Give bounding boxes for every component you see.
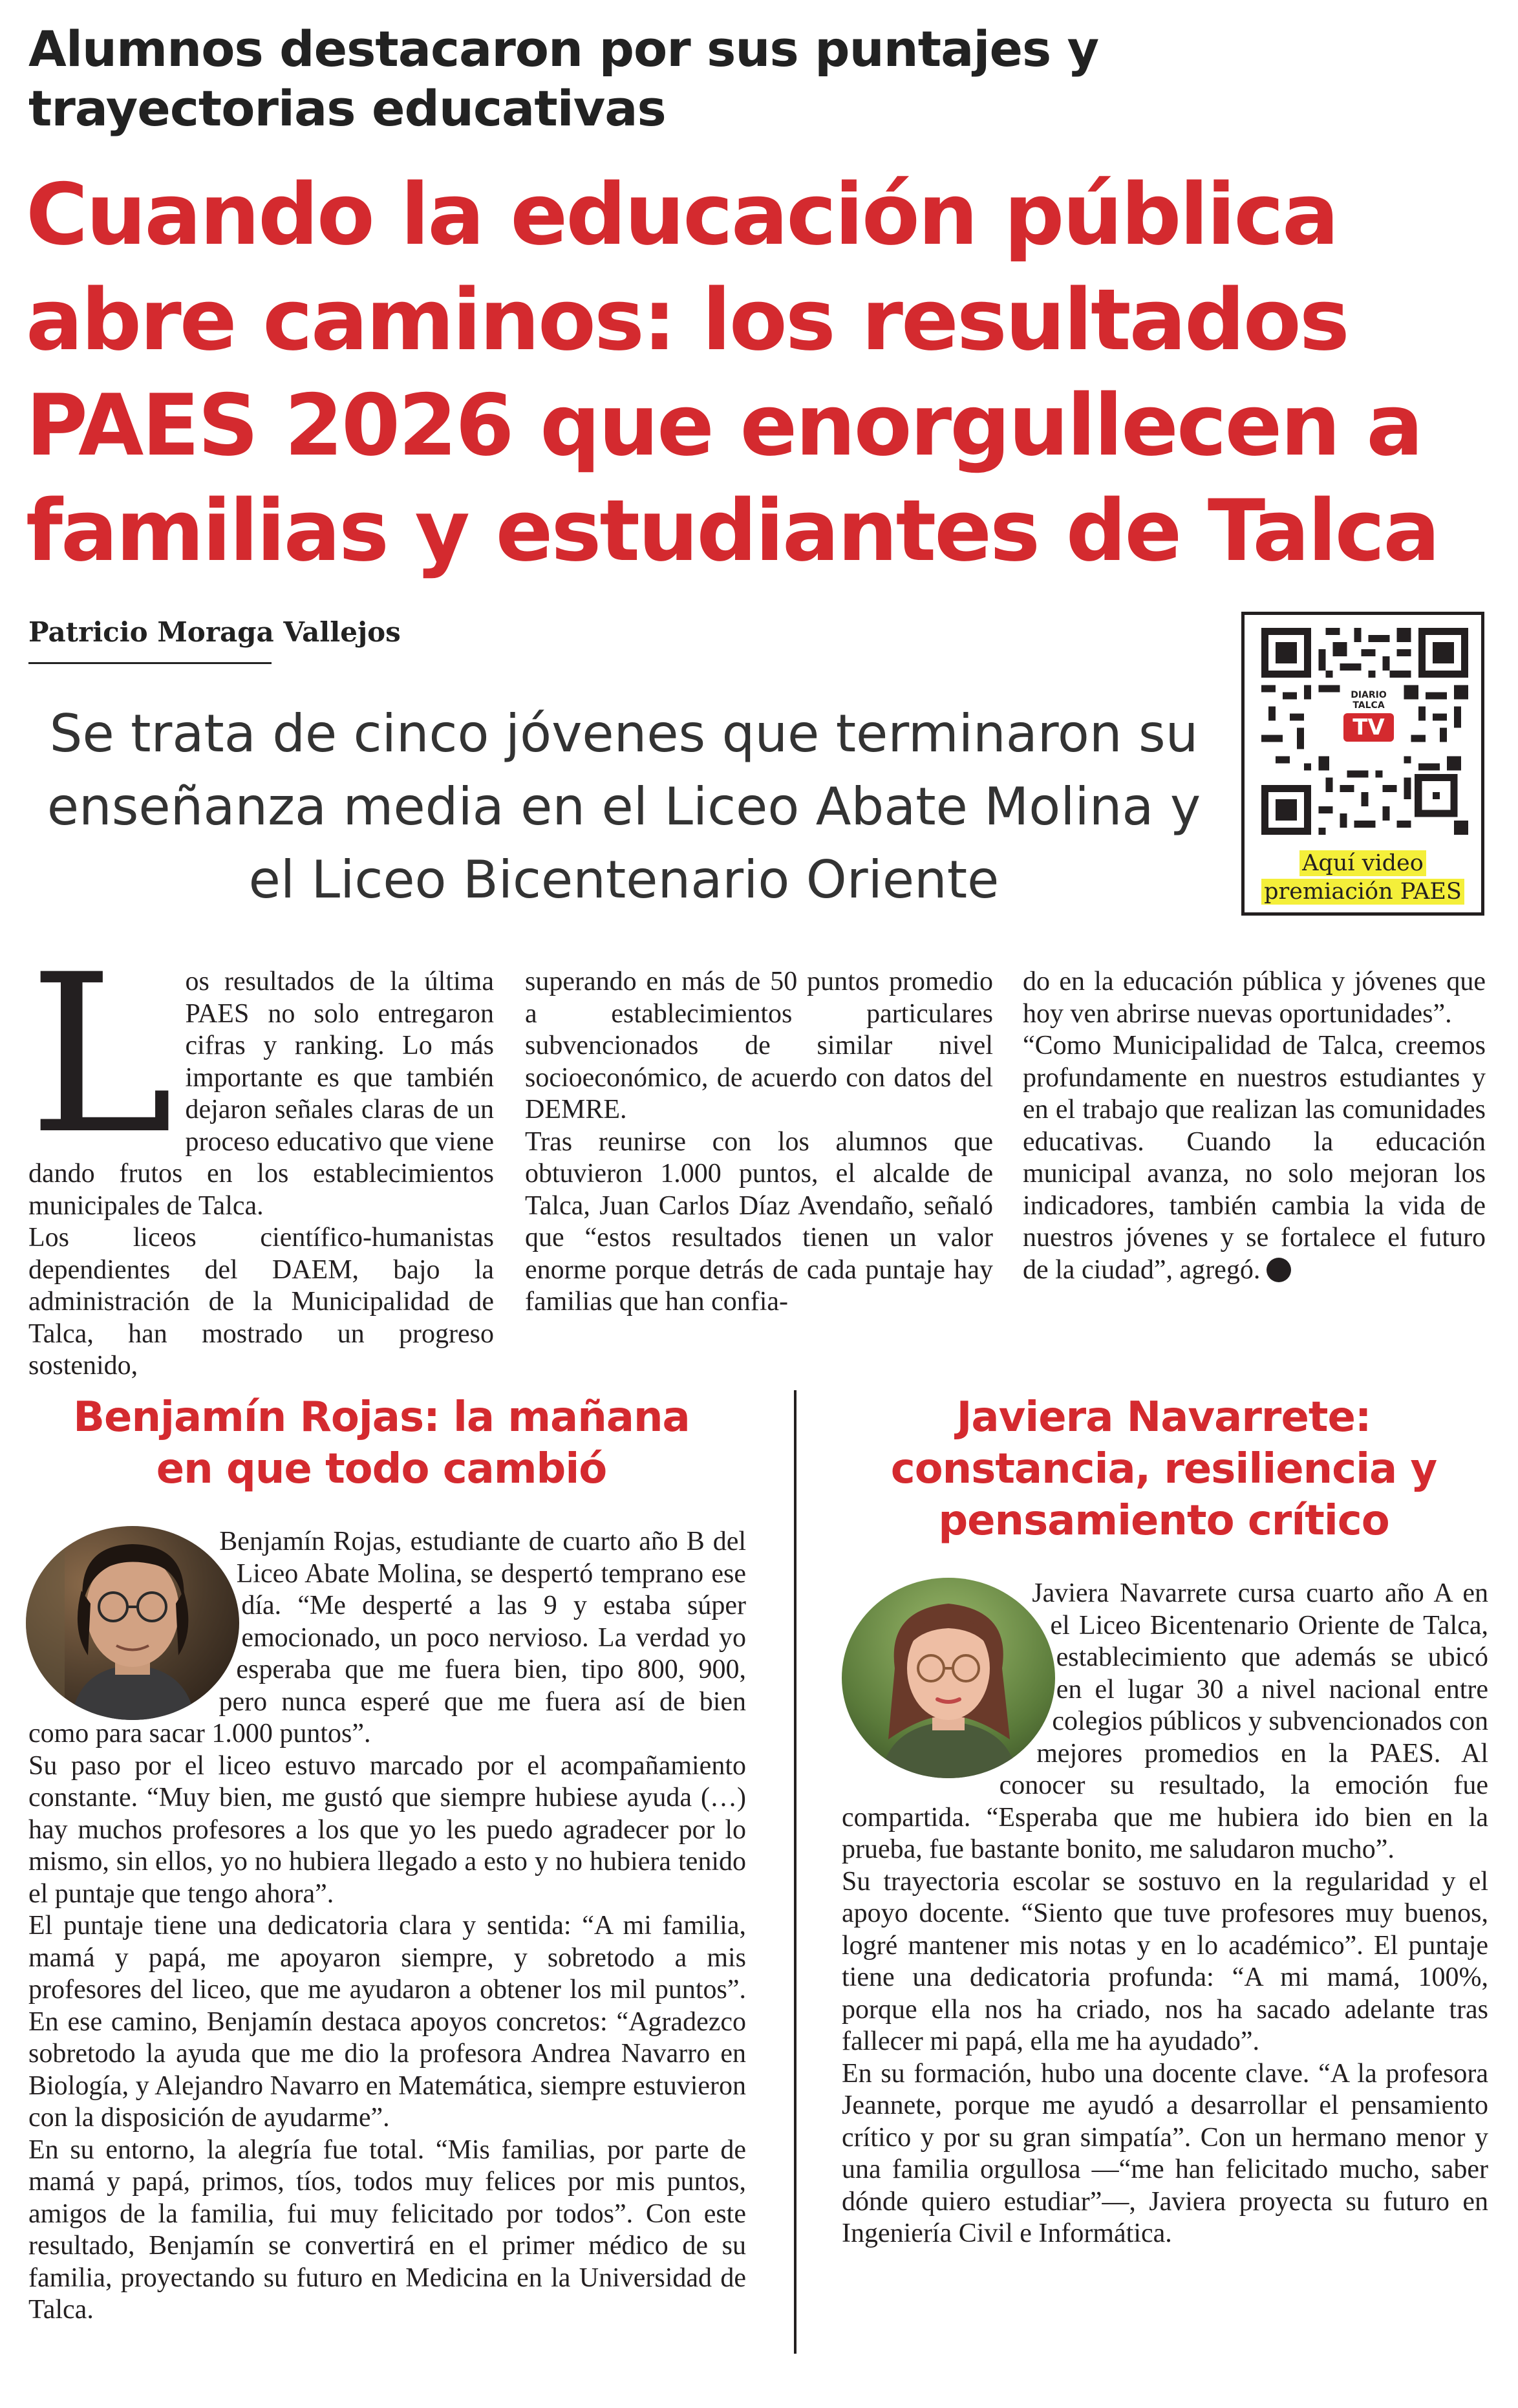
story2-title: Javiera Navarrete: constancia, resiliencia y pensamiento crítico: [890, 1393, 1437, 1545]
intro-paragraph: superando en más de 50 puntos promedio a establecimientos particulares subvencionados de similar nivel socioeconómico, de acuerdo con datos del DEMRE.: [525, 967, 993, 1124]
logo-top-text: DIARIO TALCA: [1351, 690, 1387, 711]
qr-caption-line1: Aquí video: [1299, 850, 1426, 876]
story2-body: [842, 1578, 1488, 2250]
story-paragraph: Su paso por el liceo estuvo marcado por el acompañamiento constante. “Muy bien, me gustó que siempre hubiese ayuda (…) hay muchos profesores a los que yo les puedo agradecer por lo mismo, sin ellos, yo no hubiera llegado a esto y no hubiera tenido el puntaje que tengo ahora”.: [28, 1750, 746, 1909]
story-paragraph: El puntaje tiene una dedicatoria clara y sentida: “A mi familia, mamá y papá, me apoyaron siempre, y sobretodo a mis profesores del liceo, que me ayudaron a obtener los mil puntos”. En ese camino, Benjamín destaca apoyos concretos: “Agradezco sobretodo la ayuda que me dio la profesora Andrea Navarro en Biología, y Alejandro Navarro en Matemática, siempre estuvieron con la disposición de ayudarme”.: [28, 1911, 746, 2133]
main-headline: Cuando la educación pública abre caminos: los resultados PAES 2026 que enorgullecen a familias y estudiantes de Talca: [26, 165, 1438, 580]
story1-title: Benjamín Rojas: la mañana en que todo cambió: [73, 1393, 690, 1493]
quote-text: “Como Municipalidad de Talca, creemos profundamente en nuestros estudiantes y en el trabajo que realizan las comunidades educativas. Cuando la educación municipal avanza, no solo mejoran los indicadores, también cambia la vida de nuestros jóvenes y se fortalece el futuro de la ciudad”, agregó.: [1023, 1031, 1486, 1285]
story-paragraph: Su trayectoria escolar se sostuvo en la regularidad y el apoyo docente. “Siento que tuve profesores muy buenos, logré mantener mis notas y en lo académico”. El puntaje tiene una dedicatoria profunda: “A mi mamá, 100%, porque ella nos ha criado, nos ha sacado adelante tras fallecer mi papá, ella me ha ayudado”.: [842, 1866, 1488, 2056]
intro-column-1: [28, 927, 494, 1382]
intro-paragraph: Los liceos científico-humanistas dependientes del DAEM, bajo la administración de la Municipalidad de Talca, han mostrado un progreso sostenido,: [28, 1223, 494, 1381]
diario-talca-tv-logo: [1333, 686, 1404, 766]
qr-video-box[interactable]: [1241, 612, 1484, 916]
intro-paragraph: os resultados de la última PAES no solo entregaron cifras y ranking. Lo más importante es que también dejaron señales claras de un proceso educativo que viene dando frutos en los establecimientos municipales de Talca.: [28, 967, 494, 1221]
drop-cap: L: [28, 927, 174, 1182]
deck-subtitle: Se trata de cinco jóvenes que terminaron su enseñanza media en el Liceo Abate Molina y el Liceo Bicentenario Oriente: [47, 704, 1201, 910]
story1-body: [28, 1526, 746, 2327]
qr-caption: [1245, 849, 1481, 906]
byline: Patricio Moraga Vallejos: [28, 616, 401, 648]
logo-tv-badge: TV: [1343, 713, 1394, 742]
intro-column-3: [1023, 966, 1486, 1286]
kicker-headline: Alumnos destacaron por sus puntajes y trayectorias educativas: [28, 20, 1099, 137]
story-paragraph: Benjamín Rojas, estudiante de cuarto año B del Liceo Abate Molina, se despertó temprano ese día. “Me desperté a las 9 y estaba súper emocionado, un poco nervioso. La verdad yo esperaba que me fuera bien, tipo 800, 900, pero nunca esperé que me fuera así de bien como para sacar 1.000 puntos”.: [28, 1527, 746, 1748]
intro-paragraph: [1023, 1030, 1486, 1286]
end-mark-icon: [1267, 1258, 1291, 1282]
column-divider: [794, 1390, 796, 2354]
intro-paragraph: Tras reunirse con los alumnos que obtuvieron 1.000 puntos, el alcalde de Talca, Juan Carlos Díaz Avendaño, señaló que “estos resultados tienen un valor enorme porque detrás de cada puntaje hay familias que han confia-: [525, 1126, 993, 1317]
intro-column-2: [525, 966, 993, 1318]
story-paragraph: En su formación, hubo una docente clave. “A la profesora Jeannete, porque me ayudó a desarrollar el pensamiento crítico y por su gran simpatía”. Con un hermano menor y una familia orgullosa —“me han felicitado mucho, saber dónde quiero estudiar”—, Javiera proyecta su futuro en Ingeniería Civil e Informática.: [842, 2058, 1488, 2248]
story-paragraph: Javiera Navarrete cursa cuarto año A en el Liceo Bicentenario Oriente de Talca, establecimiento que además se ubicó en el lugar 30 a nivel nacional entre colegios públicos y subvencionados con mejores promedios en la PAES. Al conocer su resultado, la emoción fue compartida. “Esperaba que me hubiera ido bien en la prueba, fue bastante bonito, me saludaron mucho”.: [842, 1578, 1488, 1864]
byline-rule: [28, 662, 272, 664]
story-paragraph: En su entorno, la alegría fue total. “Mis familias, por parte de mamá y papá, primos, tíos, todos muy felices por mis puntos, amigos de la familia, fui muy felicitado por todos”. Con este resultado, Benjamín se convertirá en el primer médico de su familia, proyectando su futuro en Medicina en la Universidad de Talca.: [28, 2134, 746, 2325]
intro-paragraph: do en la educación pública y jóvenes que hoy ven abrirse nuevas oportunidades”.: [1023, 967, 1486, 1029]
qr-caption-line2: premiación PAES: [1261, 879, 1464, 905]
